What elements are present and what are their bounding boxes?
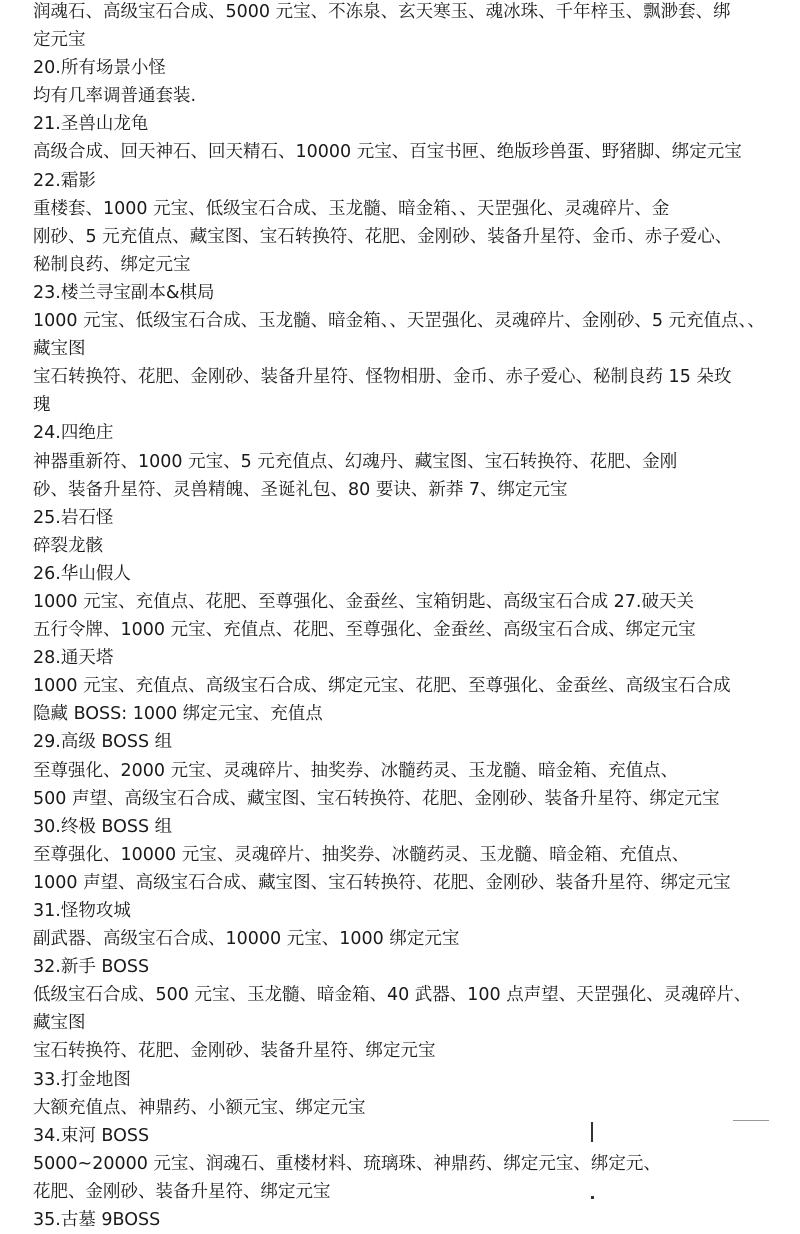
section-heading: 35.古墓 9BOSS — [33, 1210, 161, 1231]
section-heading: 20.所有场景小怪 — [33, 58, 166, 79]
text-line: 宝石转换符、花肥、金刚砂、装备升星符、怪物相册、金币、赤子爱心、秘制良药 15 朵玫 — [33, 367, 732, 388]
text-line: 重楼套、1000 元宝、低级宝石合成、玉龙髓、暗金箱、、天罡强化、灵魂碎片、金 — [33, 198, 670, 219]
section-heading: 21.圣兽山龙龟 — [33, 114, 149, 135]
text-line: 至尊强化、10000 元宝、灵魂碎片、抽奖券、冰髓药灵、玉龙髓、暗金箱、充值点、 — [33, 844, 690, 865]
text-line: 砂、装备升星符、灵兽精魄、圣诞礼包、80 要诀、新莽 7、绑定元宝 — [33, 479, 568, 500]
text-line: 宝石转换符、花肥、金刚砂、装备升星符、绑定元宝 — [33, 1041, 436, 1062]
text-line: 1000 元宝、充值点、高级宝石合成、绑定元宝、花肥、至尊强化、金蚕丝、高级宝石合成 — [33, 676, 731, 697]
scan-artifact-line — [733, 1120, 769, 1121]
text-line: 润魂石、高级宝石合成、5000 元宝、不冻泉、玄天寒玉、魂冰珠、千年梓玉、飘渺套、绑 — [33, 2, 731, 22]
section-heading: 34.束河 BOSS — [33, 1125, 150, 1146]
text-line: 藏宝图 — [33, 339, 86, 360]
section-heading: 29.高级 BOSS 组 — [33, 732, 173, 753]
text-line: 1000 声望、高级宝石合成、藏宝图、宝石转换符、花肥、金刚砂、装备升星符、绑定元宝 — [33, 872, 731, 893]
text-line: 神器重新符、1000 元宝、5 元充值点、幻魂丹、藏宝图、宝石转换符、花肥、金刚 — [33, 451, 678, 472]
text-line: 花肥、金刚砂、装备升星符、绑定元宝 — [33, 1181, 331, 1202]
scan-artifact-mark — [591, 1122, 593, 1142]
scan-artifact-dot — [591, 1196, 594, 1199]
section-heading: 31.怪物攻城 — [33, 901, 131, 921]
section-heading: 30.终极 BOSS 组 — [33, 816, 173, 837]
text-line: 1000 元宝、充值点、花肥、至尊强化、金蚕丝、宝箱钥匙、高级宝石合成 27.破天关 — [33, 591, 694, 612]
section-heading: 28.通天塔 — [33, 648, 114, 669]
text-line: 秘制良药、绑定元宝 — [33, 254, 191, 275]
section-heading: 26.华山假人 — [33, 563, 131, 584]
text-line: 隐藏 BOSS: 1000 绑定元宝、充值点 — [33, 704, 323, 725]
text-line: 500 声望、高级宝石合成、藏宝图、宝石转换符、花肥、金刚砂、装备升星符、绑定元宝 — [33, 788, 720, 809]
text-line: 1000 元宝、低级宝石合成、玉龙髓、暗金箱、、天罡强化、灵魂碎片、金刚砂、5 元充值点、、 — [33, 311, 765, 332]
text-line: 瑰 — [33, 395, 51, 416]
text-line: 副武器、高级宝石合成、10000 元宝、1000 绑定元宝 — [33, 929, 460, 950]
section-heading: 33.打金地图 — [33, 1069, 131, 1090]
text-line: 低级宝石合成、500 元宝、玉龙髓、暗金箱、40 武器、100 点声望、天罡强化、灵魂碎片、 — [33, 985, 752, 1006]
text-line: 高级合成、回天神石、回天精石、10000 元宝、百宝书匣、绝版珍兽蛋、野猪脚、绑定元宝 — [33, 142, 742, 163]
section-heading: 24.四绝庄 — [33, 423, 114, 444]
text-line: 5000~20000 元宝、润魂石、重楼材料、琉璃珠、神鼎药、绑定元宝、绑定元、 — [33, 1153, 661, 1174]
text-line: 藏宝图 — [33, 1013, 86, 1034]
section-heading: 25.岩石怪 — [33, 507, 114, 528]
text-line: 刚砂、5 元充值点、藏宝图、宝石转换符、花肥、金刚砂、装备升星符、金币、赤子爱心、 — [33, 226, 733, 247]
text-line: 碎裂龙骸 — [33, 535, 103, 556]
section-heading: 23.楼兰寻宝副本&棋局 — [33, 282, 215, 303]
text-line: 五行令牌、1000 元宝、充值点、花肥、至尊强化、金蚕丝、高级宝石合成、绑定元宝 — [33, 620, 696, 641]
text-line: 均有几率调普通套装. — [33, 86, 197, 107]
section-heading: 32.新手 BOSS — [33, 957, 150, 978]
text-line: 大额充值点、神鼎药、小额元宝、绑定元宝 — [33, 1097, 366, 1118]
text-line: 至尊强化、2000 元宝、灵魂碎片、抽奖券、冰髓药灵、玉龙髓、暗金箱、充值点、 — [33, 760, 679, 781]
text-line: 定元宝 — [33, 30, 86, 51]
section-heading: 22.霜影 — [33, 170, 96, 191]
